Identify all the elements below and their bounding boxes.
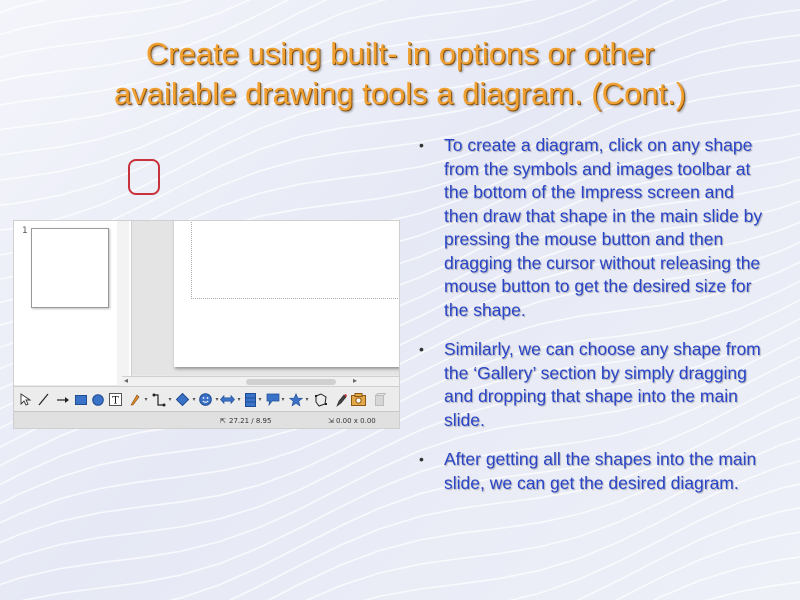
stars-dropdown-icon[interactable]: ▾ <box>305 396 309 403</box>
svg-text:T: T <box>112 395 119 406</box>
flowchart-dropdown-icon[interactable]: ▾ <box>258 396 262 403</box>
background-wave-line <box>0 0 800 4</box>
bullet-text: To create a diagram, click on any shape from the symbols and images toolbar at the bottom of the Impress screen and then draw that shape in the main slide by pressing the mouse button and then dragging the cursor without releasing the mouse button to get the desired size for the shape. <box>444 135 763 320</box>
status-size-icon: ⇲ <box>328 417 334 425</box>
connector-dropdown-icon[interactable]: ▾ <box>168 396 172 403</box>
basic-shapes-dropdown-icon[interactable]: ▾ <box>192 396 196 403</box>
background-wave-line <box>0 580 800 600</box>
image-icon[interactable] <box>350 391 367 408</box>
scroll-left-icon[interactable]: ◂ <box>124 376 129 385</box>
status-position-icon: ⇱ <box>220 417 226 425</box>
bullet-item <box>414 134 764 322</box>
slide-title <box>20 34 780 114</box>
bullet-marker: • <box>419 341 424 357</box>
slides-pane-scrollbar[interactable] <box>117 221 129 385</box>
connector-icon[interactable] <box>150 391 167 408</box>
connector-highlight-ring <box>128 159 160 195</box>
slide-margin-guide <box>191 220 400 299</box>
basic-shapes-icon[interactable] <box>174 391 191 408</box>
status-bar <box>14 411 400 429</box>
slide-thumbnail[interactable] <box>31 228 109 308</box>
curve-dropdown-icon[interactable]: ▾ <box>144 396 148 403</box>
stars-icon[interactable] <box>287 391 304 408</box>
status-position: 27.21 / 8.95 <box>229 417 272 425</box>
fontwork-icon[interactable] <box>332 391 349 408</box>
bullet-item <box>414 448 764 495</box>
callouts-icon[interactable] <box>264 391 281 408</box>
slide-number: 1 <box>22 226 28 236</box>
symbol-shapes-icon[interactable] <box>197 391 214 408</box>
block-arrows-dropdown-icon[interactable]: ▾ <box>237 396 241 403</box>
ellipse-icon[interactable] <box>89 391 106 408</box>
symbol-shapes-dropdown-icon[interactable]: ▾ <box>215 396 219 403</box>
horizontal-scrollbar[interactable] <box>122 376 400 386</box>
scroll-right-icon[interactable]: ▸ <box>353 376 358 385</box>
bullet-list <box>414 134 764 511</box>
slide-edit-area <box>132 221 400 375</box>
text-icon[interactable] <box>107 391 124 408</box>
slide-title-line-1: Create using built- in options or other <box>145 36 655 71</box>
bullet-marker: • <box>419 451 424 467</box>
line-icon[interactable] <box>35 391 52 408</box>
slide-canvas[interactable] <box>174 220 400 367</box>
callouts-dropdown-icon[interactable]: ▾ <box>281 396 285 403</box>
status-size: 0.00 x 0.00 <box>336 417 376 425</box>
curve-icon[interactable] <box>126 391 143 408</box>
bullet-item <box>414 338 764 432</box>
drawing-toolbar <box>14 386 400 411</box>
slides-pane <box>14 221 132 385</box>
points-icon[interactable] <box>312 391 329 408</box>
rectangle-icon[interactable] <box>72 391 89 408</box>
scrollbar-thumb[interactable] <box>246 379 336 385</box>
block-arrows-icon[interactable] <box>219 391 236 408</box>
slide-title-line-2: available drawing tools a diagram. (Cont.) <box>113 76 687 111</box>
impress-screenshot <box>13 220 400 429</box>
bullet-text: Similarly, we can choose any shape from the ‘Gallery’ section by simply dragging and dropping that shape into the main slide. <box>444 339 761 430</box>
extrusion-icon[interactable] <box>372 391 389 408</box>
select-arrow-icon[interactable] <box>17 391 34 408</box>
line-arrow-icon[interactable] <box>54 391 71 408</box>
bullet-marker: • <box>419 137 424 153</box>
bullet-text: After getting all the shapes into the main slide, we can get the desired diagram. <box>444 449 757 493</box>
